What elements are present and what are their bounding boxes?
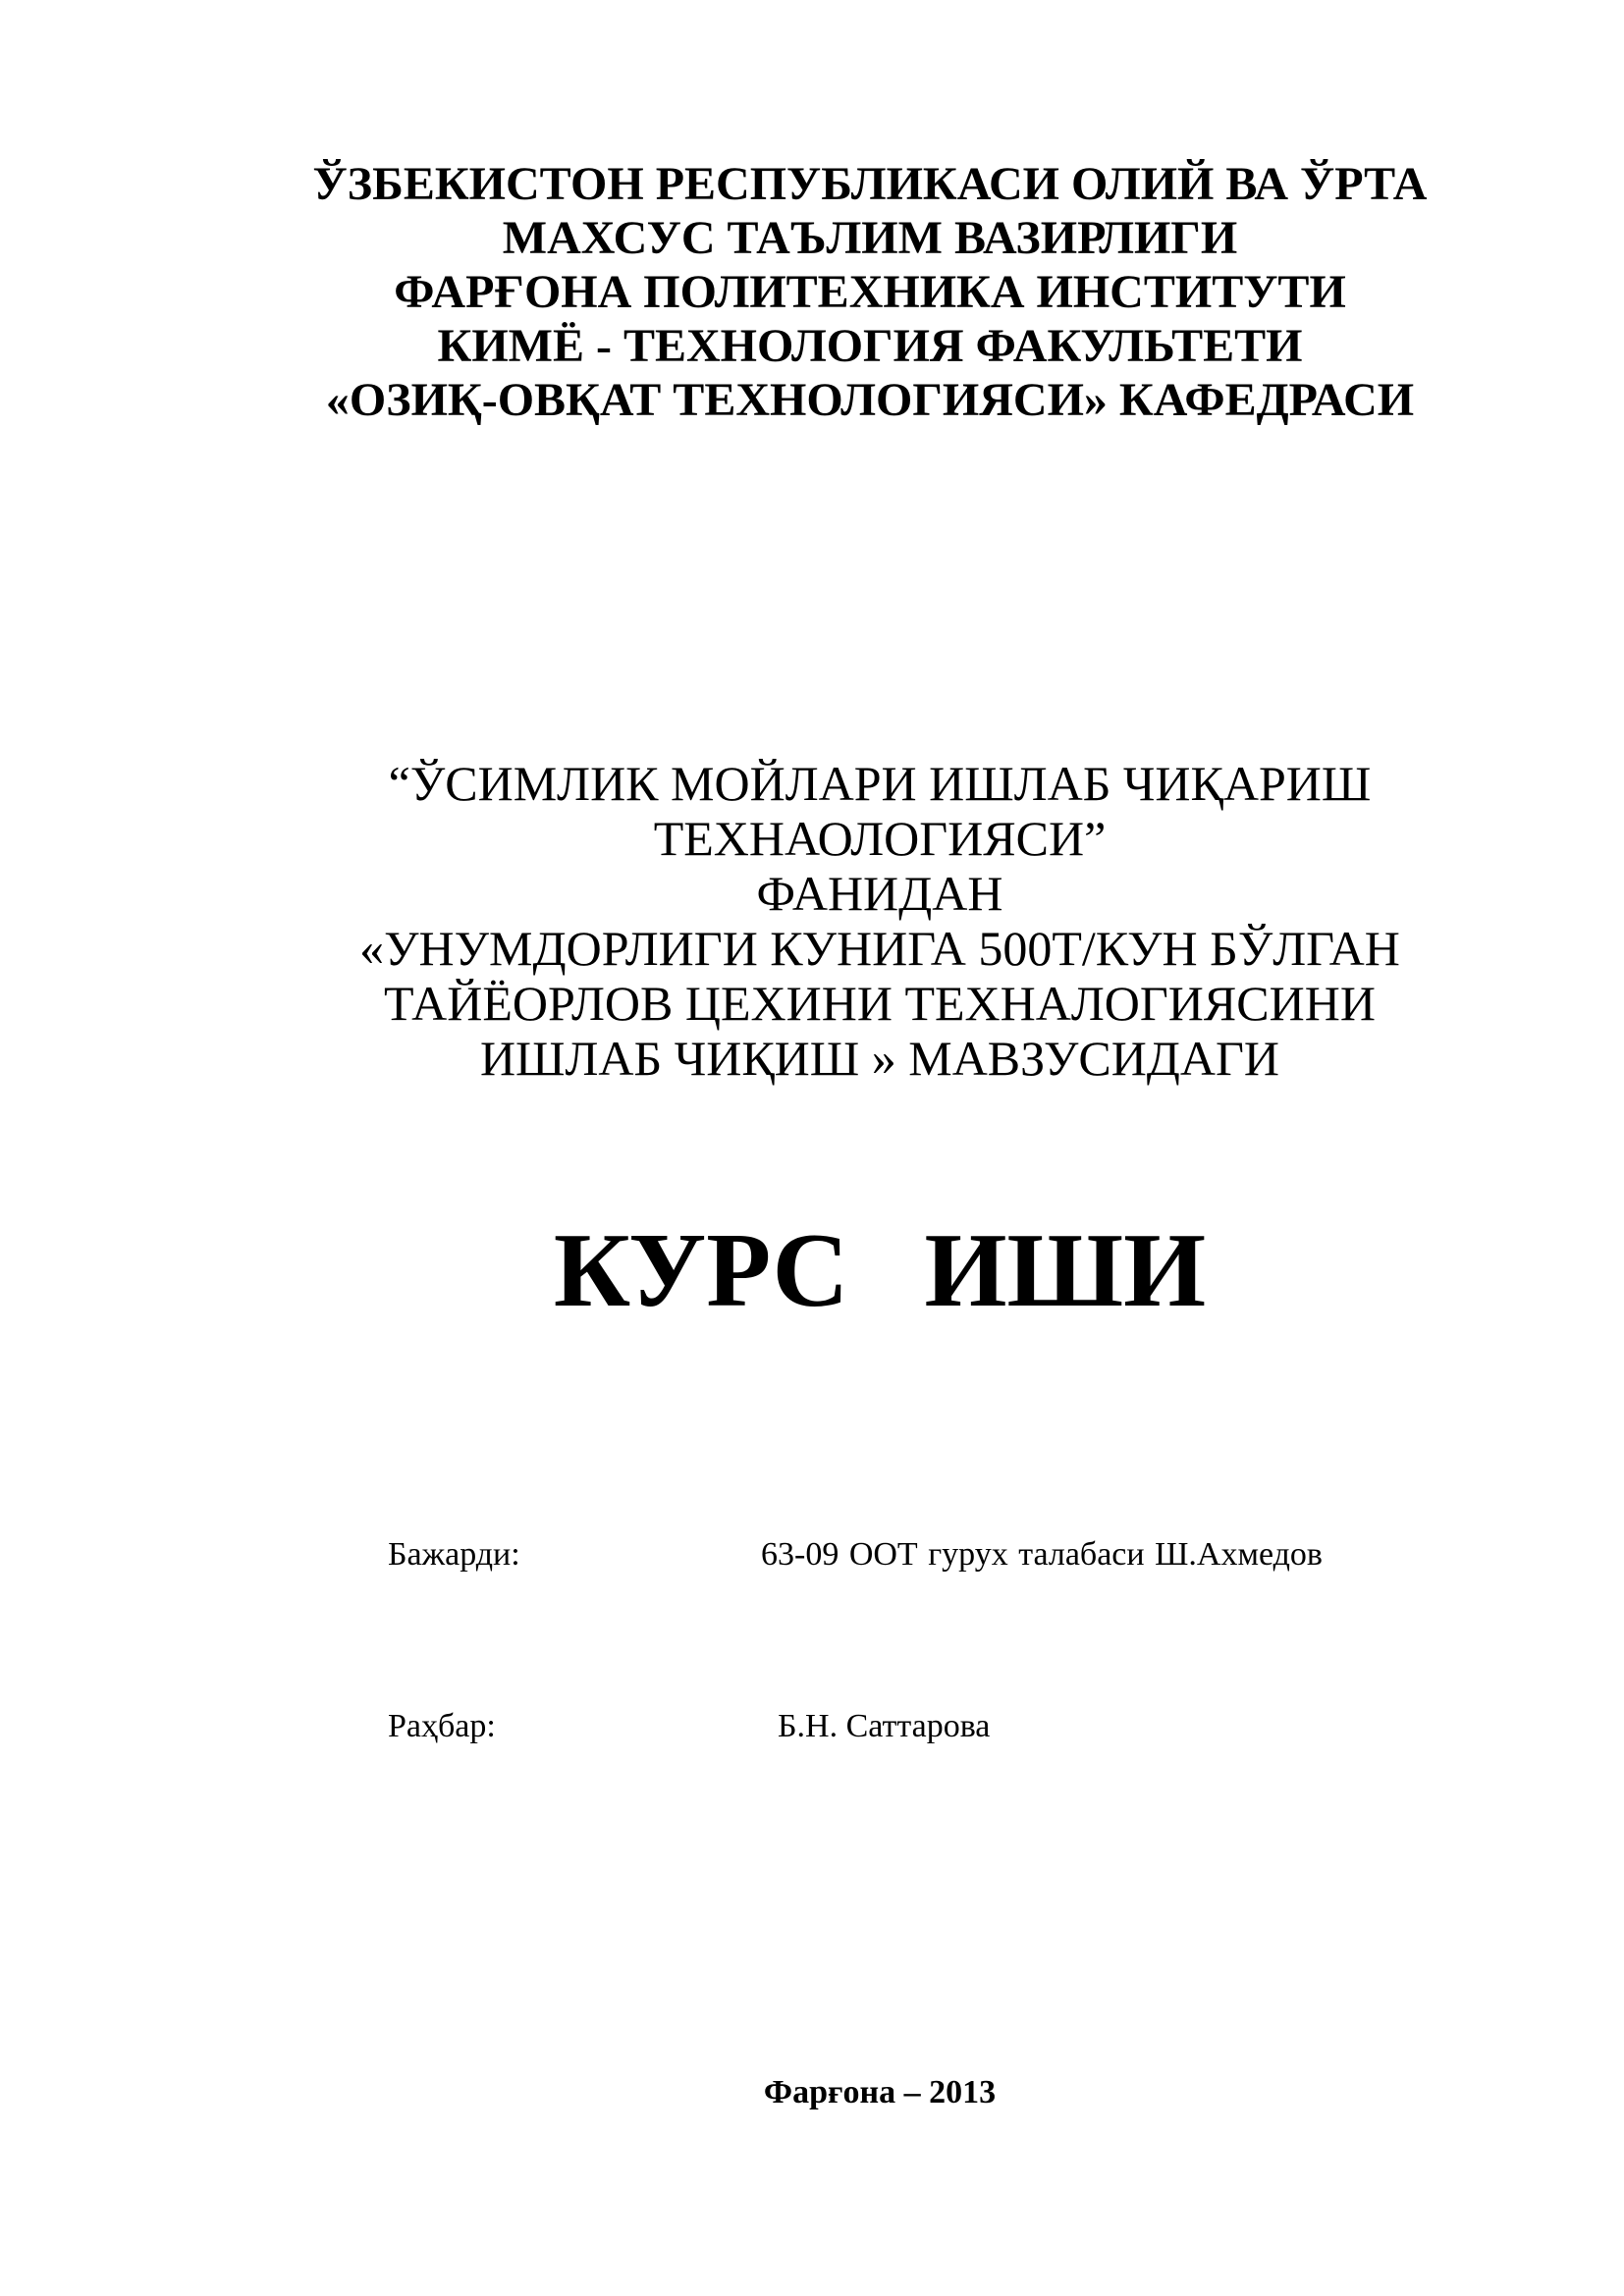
course-topic bbox=[0, 756, 1624, 1086]
institution-header bbox=[0, 157, 1624, 427]
footer bbox=[0, 2069, 1624, 2116]
header-line-institute: ФАРҒОНА ПОЛИТЕХНИКА ИНСТИТУТИ bbox=[394, 266, 1346, 318]
supervisor-row bbox=[388, 1703, 1517, 1750]
executor-value: 63-09 ООТ гурух талабаси Ш.Ахмедов bbox=[761, 1536, 1323, 1573]
topic-line-subject-1: “ЎСИМЛИК МОЙЛАРИ ИШЛАБ ЧИҚАРИШ bbox=[388, 756, 1372, 811]
header-line-ministry-1: ЎЗБЕКИСТОН РЕСПУБЛИКАСИ ОЛИЙ ВА ЎРТА bbox=[312, 158, 1428, 210]
document-type bbox=[0, 1212, 1624, 1330]
topic-line-theme-1: «УНУМДОРЛИГИ КУНИГА 500Т/КУН БЎЛГАН bbox=[359, 921, 1400, 976]
topic-line-from-subject: ФАНИДАН bbox=[756, 866, 1003, 921]
executor-row bbox=[388, 1531, 1517, 1578]
topic-line-theme-2: ТАЙЁОРЛОВ ЦЕХИНИ ТЕХНАЛОГИЯСИНИ bbox=[384, 976, 1376, 1031]
header-line-department: «ОЗИҚ-ОВҚАТ ТЕХНОЛОГИЯСИ» КАФЕДРАСИ bbox=[325, 374, 1415, 426]
executor-label: Бажарди: bbox=[388, 1536, 520, 1573]
document-type-title: КУРС ИШИ bbox=[553, 1212, 1207, 1329]
place-year: Фарғона – 2013 bbox=[763, 2074, 997, 2110]
supervisor-label: Раҳбар: bbox=[388, 1708, 496, 1744]
header-line-ministry-2: МАХСУС ТАЪЛИМ ВАЗИРЛИГИ bbox=[502, 212, 1238, 264]
topic-line-subject-2: ТЕХНАОЛОГИЯСИ” bbox=[653, 811, 1107, 866]
supervisor-value: Б.Н. Саттарова bbox=[778, 1708, 991, 1744]
header-line-faculty: КИМЁ - ТЕХНОЛОГИЯ ФАКУЛЬТЕТИ bbox=[437, 320, 1303, 372]
topic-line-theme-3: ИШЛАБ ЧИҚИШ » МАВЗУСИДАГИ bbox=[479, 1031, 1280, 1086]
